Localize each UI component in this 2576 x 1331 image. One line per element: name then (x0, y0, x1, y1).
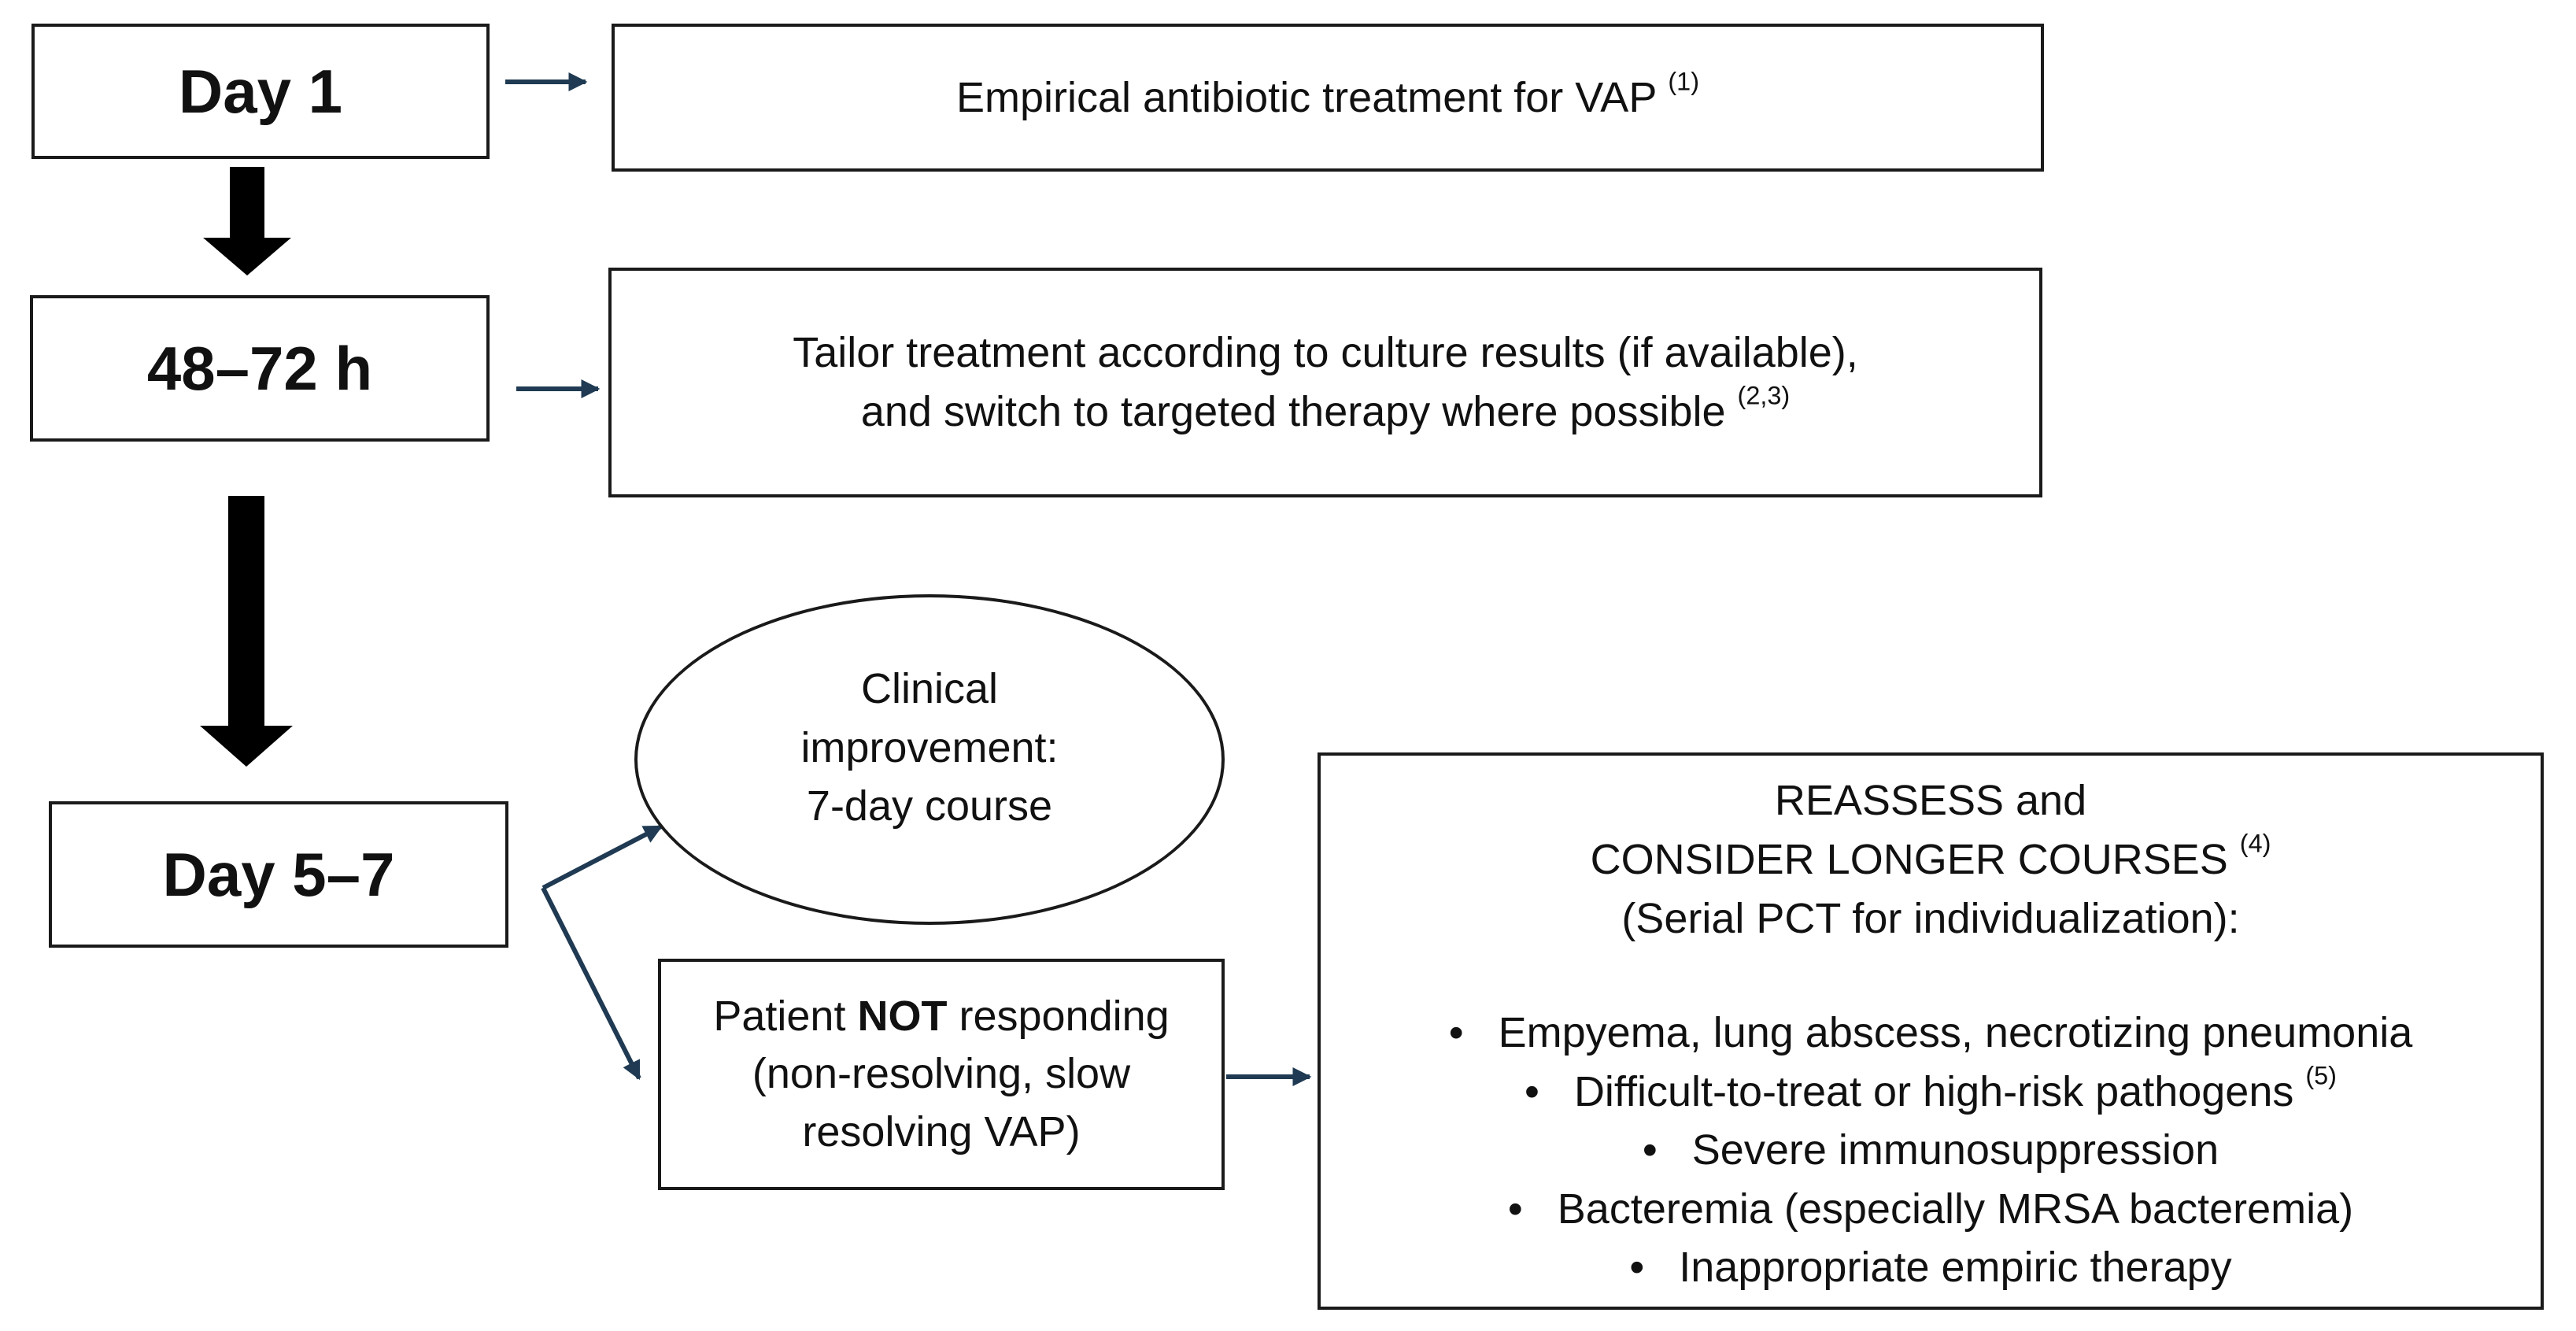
big-down-arrow-48h-to-day5 (200, 496, 293, 767)
not-responding-box (658, 959, 1225, 1190)
empirical-treatment-box (612, 24, 2044, 172)
reassess-line2-ref: (4) (2239, 829, 2271, 858)
tailor-treatment-text (793, 324, 1858, 441)
reassess-box (1318, 752, 2544, 1310)
improvement-line1: Clinical (860, 665, 999, 713)
tailor-treatment-line1: Tailor treatment according to culture results (if available), (793, 329, 1858, 377)
tailor-treatment-line2: and switch to targeted therapy where possible (860, 388, 1726, 435)
empirical-treatment-text (956, 68, 1699, 128)
list-item-ref: (5) (2305, 1061, 2337, 1090)
reassess-criteria-list (1321, 1004, 2541, 1297)
list-item-text: Empyema, lung abscess, necrotizing pneumonia (1498, 1009, 2413, 1057)
bullet-icon: • (1629, 1244, 1645, 1292)
day5-7-label: Day 5–7 (162, 840, 395, 909)
tailor-treatment-ref: (2,3) (1737, 381, 1791, 410)
list-item-text: Severe immunosuppression (1691, 1126, 2219, 1174)
list-item-text: Difficult-to-treat or high-risk pathogens (1573, 1067, 2294, 1115)
48-72h-box (30, 295, 490, 442)
clinical-improvement-ellipse (634, 594, 1225, 925)
arrow-day5-to-not-responding (543, 888, 639, 1078)
list-item (1321, 1121, 2541, 1180)
list-item (1321, 1063, 2541, 1122)
arrow-day5-to-improvement (543, 826, 661, 888)
day1-box (31, 24, 490, 159)
bullet-icon: • (1507, 1185, 1523, 1233)
list-item (1321, 1180, 2541, 1239)
day1-label: Day 1 (178, 57, 343, 126)
not-responding-bold: NOT (857, 992, 948, 1040)
reassess-line3: (Serial PCT for individualization): (1621, 895, 2240, 943)
empirical-treatment-ref: (1) (1668, 67, 1699, 96)
list-item-text: Bacteremia (especially MRSA bacteremia) (1557, 1185, 2354, 1233)
list-item (1321, 1004, 2541, 1063)
reassess-heading (1321, 771, 2541, 948)
48-72h-label: 48–72 h (146, 334, 373, 403)
tailor-treatment-box (608, 268, 2042, 497)
improvement-line2: improvement: (800, 723, 1059, 771)
list-item-text: Inappropriate empiric therapy (1679, 1244, 2232, 1292)
bullet-icon: • (1642, 1126, 1658, 1174)
not-responding-line2: (non-resolving, slow (752, 1050, 1131, 1098)
improvement-line3: 7-day course (806, 782, 1053, 830)
empirical-treatment-label: Empirical antibiotic treatment for VAP (956, 73, 1657, 121)
bullet-icon: • (1448, 1009, 1464, 1057)
not-responding-line3: resolving VAP) (802, 1107, 1081, 1155)
not-responding-text (713, 988, 1169, 1161)
reassess-line1: REASSESS and (1774, 777, 2087, 824)
clinical-improvement-text (800, 660, 1058, 836)
reassess-line2: CONSIDER LONGER COURSES (1590, 836, 2228, 884)
list-item (1321, 1238, 2541, 1297)
not-responding-suffix: responding (947, 992, 1170, 1040)
big-down-arrow-day1-to-48h (203, 167, 291, 275)
not-responding-prefix: Patient (713, 992, 858, 1040)
day5-7-box (49, 801, 508, 948)
bullet-icon: • (1525, 1067, 1539, 1115)
